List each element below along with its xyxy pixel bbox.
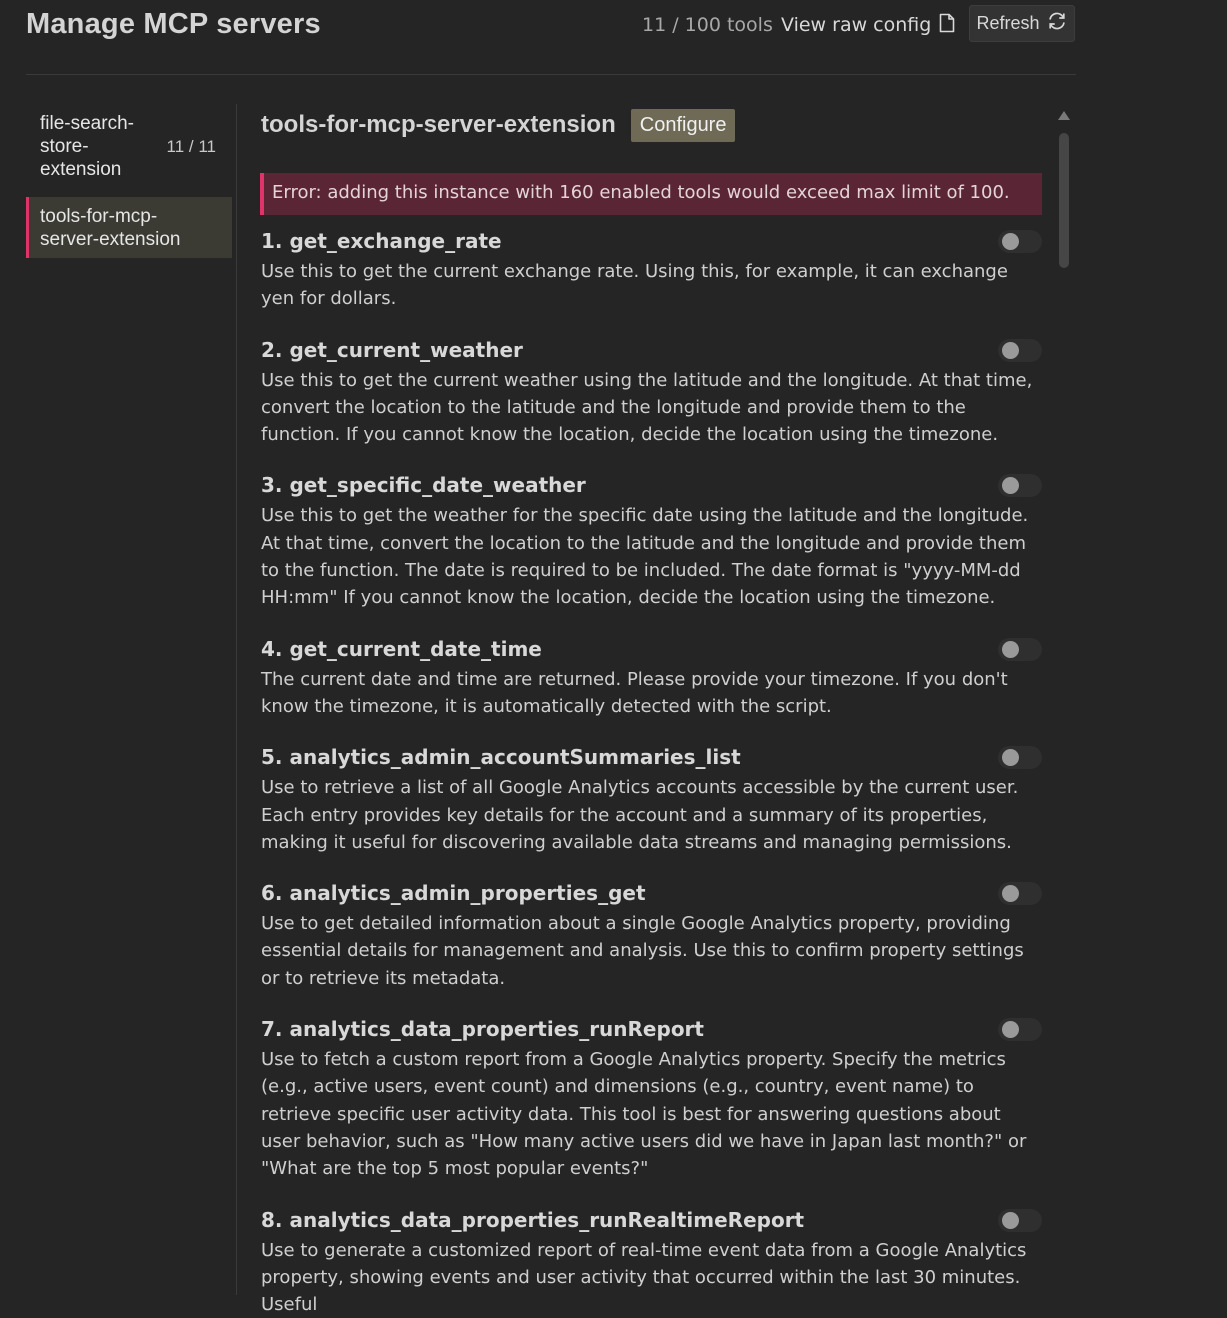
server-name: file-search-store-extension [40, 113, 134, 180]
server-tool-count: 11 / 11 [166, 137, 216, 156]
tool-toggle[interactable] [998, 1018, 1042, 1041]
tool-item-get-current-weather [261, 336, 1042, 449]
header [26, 0, 1076, 75]
server-header [261, 104, 1042, 146]
file-icon [939, 13, 955, 38]
toggle-knob [1002, 641, 1019, 658]
view-raw-config-label: View raw config [781, 14, 932, 36]
tool-toggle[interactable] [998, 230, 1042, 253]
server-name: tools-for-mcp-server-extension [40, 206, 181, 250]
server-title: tools-for-mcp-server-extension [261, 111, 616, 138]
tool-name: 8. analytics_data_properties_runRealtimeReport [261, 1207, 805, 1232]
tool-description: The current date and time are returned. Please provide your timezone. If you don't know the timezone, it is automatically detected with the script. [261, 668, 1008, 717]
scrollbar-thumb[interactable] [1059, 133, 1069, 268]
tool-description: Use to fetch a custom report from a Google Analytics property. Specify the metrics (e.g., active users, event count) and dimensions (e.g., country, event name) to retrieve specific user activity data. This tool is best for answering questions about user behavior, such as "How many active users did we have in Japan last month?" or "What are the top 5 most popular events?" [261, 1049, 1027, 1180]
tool-name: 4. get_current_date_time [261, 636, 542, 661]
refresh-label: Refresh [976, 13, 1040, 33]
tool-item-analytics-data-properties-run-report [261, 1015, 1042, 1182]
tool-toggle[interactable] [998, 1209, 1042, 1232]
tool-toggle[interactable] [998, 474, 1042, 497]
tool-description: Use this to get the current weather using the latitude and the longitude. At that time, convert the location to the latitude and the longitude and provide them to the function. If you cannot know the location, decide the location using the timezone. [261, 369, 1033, 446]
tool-toggle[interactable] [998, 882, 1042, 905]
tool-description: Use to generate a customized report of real-time event data from a Google Analytics property, showing events and user activity that occurred within the last 30 minutes. Useful [261, 1239, 1027, 1316]
toggle-knob [1002, 1212, 1019, 1229]
tool-description: Use this to get the weather for the specific date using the latitude and the longitude. At that time, convert the location to the latitude and the longitude and provide them to the function. The date is required to be included. The date format is "yyyy-MM-dd HH:mm" If you cannot know the location, decide the location using the timezone. [261, 505, 1029, 609]
page-title: Manage MCP servers [26, 8, 321, 40]
tool-item-analytics-admin-account-summaries-list [261, 743, 1042, 856]
error-banner: Error: adding this instance with 160 enabled tools would exceed max limit of 100. [260, 173, 1042, 215]
scroll-up-arrow-icon[interactable] [1058, 111, 1070, 120]
toggle-knob [1002, 749, 1019, 766]
toggle-knob [1002, 233, 1019, 250]
tool-name: 3. get_specific_date_weather [261, 473, 586, 498]
tool-name: 2. get_current_weather [261, 337, 523, 362]
tool-description: Use to get detailed information about a single Google Analytics property, providing essential details for management and analysis. Use this to confirm property settings or to retrieve its metadata. [261, 913, 1024, 989]
toggle-knob [1002, 342, 1019, 359]
tool-item-get-exchange-rate [261, 227, 1042, 313]
tool-name: 7. analytics_data_properties_runReport [261, 1017, 704, 1042]
tool-toggle[interactable] [998, 339, 1042, 362]
server-item-file-search-store-extension[interactable] [26, 104, 232, 187]
tool-description: Use this to get the current exchange rate. Using this, for example, it can exchange yen for dollars. [261, 261, 1008, 310]
tool-toggle[interactable] [998, 746, 1042, 769]
toggle-knob [1002, 1021, 1019, 1038]
server-item-tools-for-mcp-server-extension[interactable] [26, 197, 232, 258]
server-list [26, 104, 232, 258]
tool-item-get-current-date-time [261, 635, 1042, 721]
tool-item-get-specific-date-weather [261, 471, 1042, 611]
tool-item-analytics-admin-properties-get [261, 879, 1042, 992]
refresh-button[interactable] [969, 5, 1075, 42]
configure-button[interactable]: Configure [631, 109, 736, 142]
tool-description: Use to retrieve a list of all Google Analytics accounts accessible by the current user. Each entry provides key details for the account and a summary of its properties, making it useful for discovering available data streams and managing permissions. [261, 777, 1019, 853]
tool-item-analytics-data-properties-run-realtime-report [261, 1206, 1042, 1318]
divider [236, 104, 237, 1295]
tool-toggle[interactable] [998, 638, 1042, 661]
toggle-knob [1002, 885, 1019, 902]
tool-name: 1. get_exchange_rate [261, 229, 502, 253]
tool-name: 5. analytics_admin_accountSummaries_list [261, 745, 741, 770]
tools-count: 11 / 100 tools [642, 14, 773, 36]
view-raw-config-link[interactable] [781, 10, 955, 40]
refresh-icon [1046, 11, 1068, 36]
toggle-knob [1002, 477, 1019, 494]
tool-name: 6. analytics_admin_properties_get [261, 881, 646, 906]
server-detail [261, 104, 1042, 1318]
